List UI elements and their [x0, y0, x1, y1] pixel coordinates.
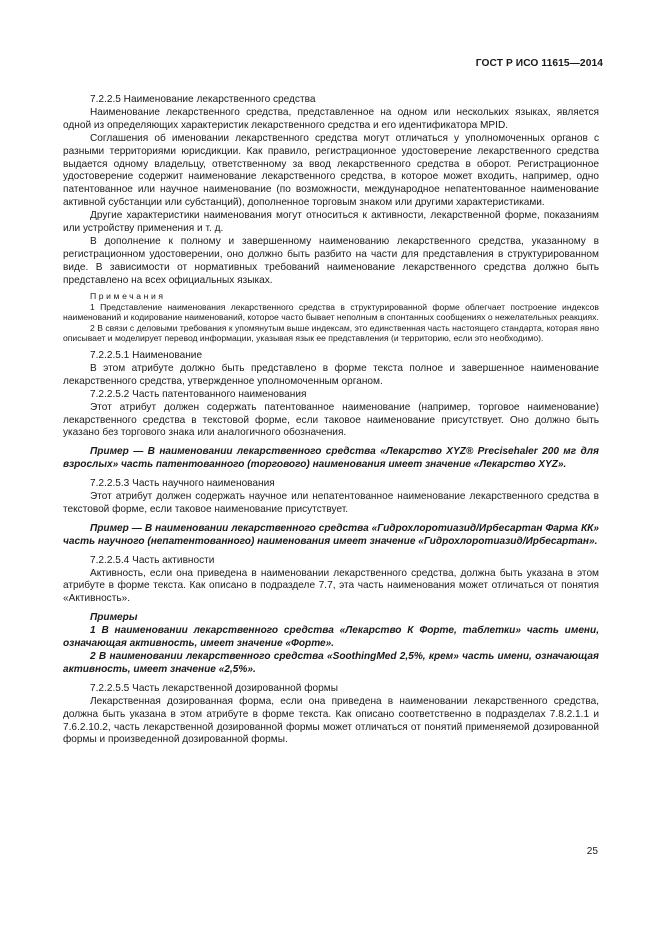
subsection-title: 7.2.2.5.4 Часть активности [90, 554, 215, 566]
subsection-title: 7.2.2.5.3 Часть научного наименования [90, 478, 275, 490]
paragraph: Активность, если она приведена в наименовании лекарственного средства, должна быть указана в этом атрибуте в форме текста. Как описано в подразделе 7.7, эта часть наименования может отличаться от понятия «Активность». [63, 567, 599, 605]
example-text: Пример — В наименовании лекарственного средства «Лекарство XYZ® Precisehaler 200 мг для взрослых» часть патентованного (торгового) наименования имеет значение «Лекарство XYZ». [63, 446, 599, 471]
section-title: 7.2.2.5 Наименование лекарственного средства [90, 94, 316, 105]
paragraph: Соглашения об именовании лекарственного средства могут отличаться у уполномоченных органов с разными территориями юрисдикции. Как правило, регистрационное удостоверение лекарственного средства выдается одному владельцу, ответственному за ввод лекарственного средства в оборот. Регистрационное удостоверение содержит наименование лекарственного средства, в которое может входить, например, одно патентованное или научное наименование (по возможности, международное непатентованное наименование активной субстанции или субстанций), дополненное торговым знаком или другими характеристиками. [63, 132, 599, 209]
document-body [63, 94, 599, 747]
paragraph: Лекарственная дозированная форма, если она приведена в наименовании лекарственного средства, должна быть указана в этом атрибуте в форме текста. Как описано соответственно в подразделах 7.8.2.1.1 и 7.6.2.10.2, часть лекарственной дозированной формы может отличаться от понятий применяемой дозированной формы и произведенной дозированной формы. [63, 695, 599, 746]
example-text: Пример — В наименовании лекарственного средства «Гидрохлоротиазид/Ирбесартан Фарма КК» часть научного (непатентованного) наименования имеет значение «Гидрохлоротиазид/Ирбесартан». [63, 522, 599, 547]
standard-header: ГОСТ Р ИСО 11615—2014 [475, 58, 603, 69]
subsection-title: 7.2.2.5.5 Часть лекарственной дозированной формы [90, 682, 338, 694]
page-number: 25 [586, 846, 598, 857]
notes-heading: Примечания [90, 290, 166, 301]
note-item: 2 В связи с деловыми требования к упомянутым выше индексам, это единственная часть настоящего стандарта, которая явно описывает и моделирует перевод информации, указывая язык ее представления (и территорию, если это необходимо). [63, 322, 599, 344]
subsection-title: 7.2.2.5.1 Наименование [90, 349, 203, 361]
paragraph: Этот атрибут должен содержать научное или непатентованное наименование лекарственного средства в текстовой форме, если таковое наименование присутствует. [63, 491, 599, 515]
paragraph: В дополнение к полному и завершенному наименованию лекарственного средства, указанному в регистрационном удостоверении, оно должно быть разбито на части для представления в структурированном виде. В зависимости от нормативных требований наименование лекарственного средства должно быть представлено на всех официальных языках. [63, 235, 599, 286]
note-item: 1 Представление наименования лекарственного средства в структурированной форме облегчает построение индексов наименований и кодирование наименований, которое часто бывает неполным в спонтанных сообщениях о нежелательных реакциях. [63, 301, 599, 323]
example-text: 2 В наименовании лекарственного средства «SoothingMed 2,5%, крем» часть имени, означающая активность, имеет значение «2,5%». [63, 651, 599, 675]
paragraph: В этом атрибуте должно быть представлено в форме текста полное и завершенное наименование лекарственного средства, утвержденное уполномоченным органом. [63, 362, 599, 387]
examples-heading: Примеры [90, 612, 138, 624]
subsection-title: 7.2.2.5.2 Часть патентованного наименования [90, 388, 307, 400]
paragraph: Этот атрибут должен содержать патентованное наименование (например, торговое наименование) лекарственного средства в текстовой форме, если таковое наименование присутствует. Оно должно быть указано без торгового знака или аналогичного обозначения. [63, 401, 599, 439]
paragraph: Наименование лекарственного средства, представленное на одном или нескольких языках, является одной из определяющих характеристик лекарственного средства и его идентификатора MPID. [63, 106, 599, 131]
example-text: 1 В наименовании лекарственного средства «Лекарство К Форте, таблетки» часть имени, означающая активность, имеет значение «Форте». [63, 625, 599, 650]
paragraph: Другие характеристики наименования могут относиться к активности, лекарственной форме, показаниям или устройству применения и т. д. [63, 210, 599, 235]
